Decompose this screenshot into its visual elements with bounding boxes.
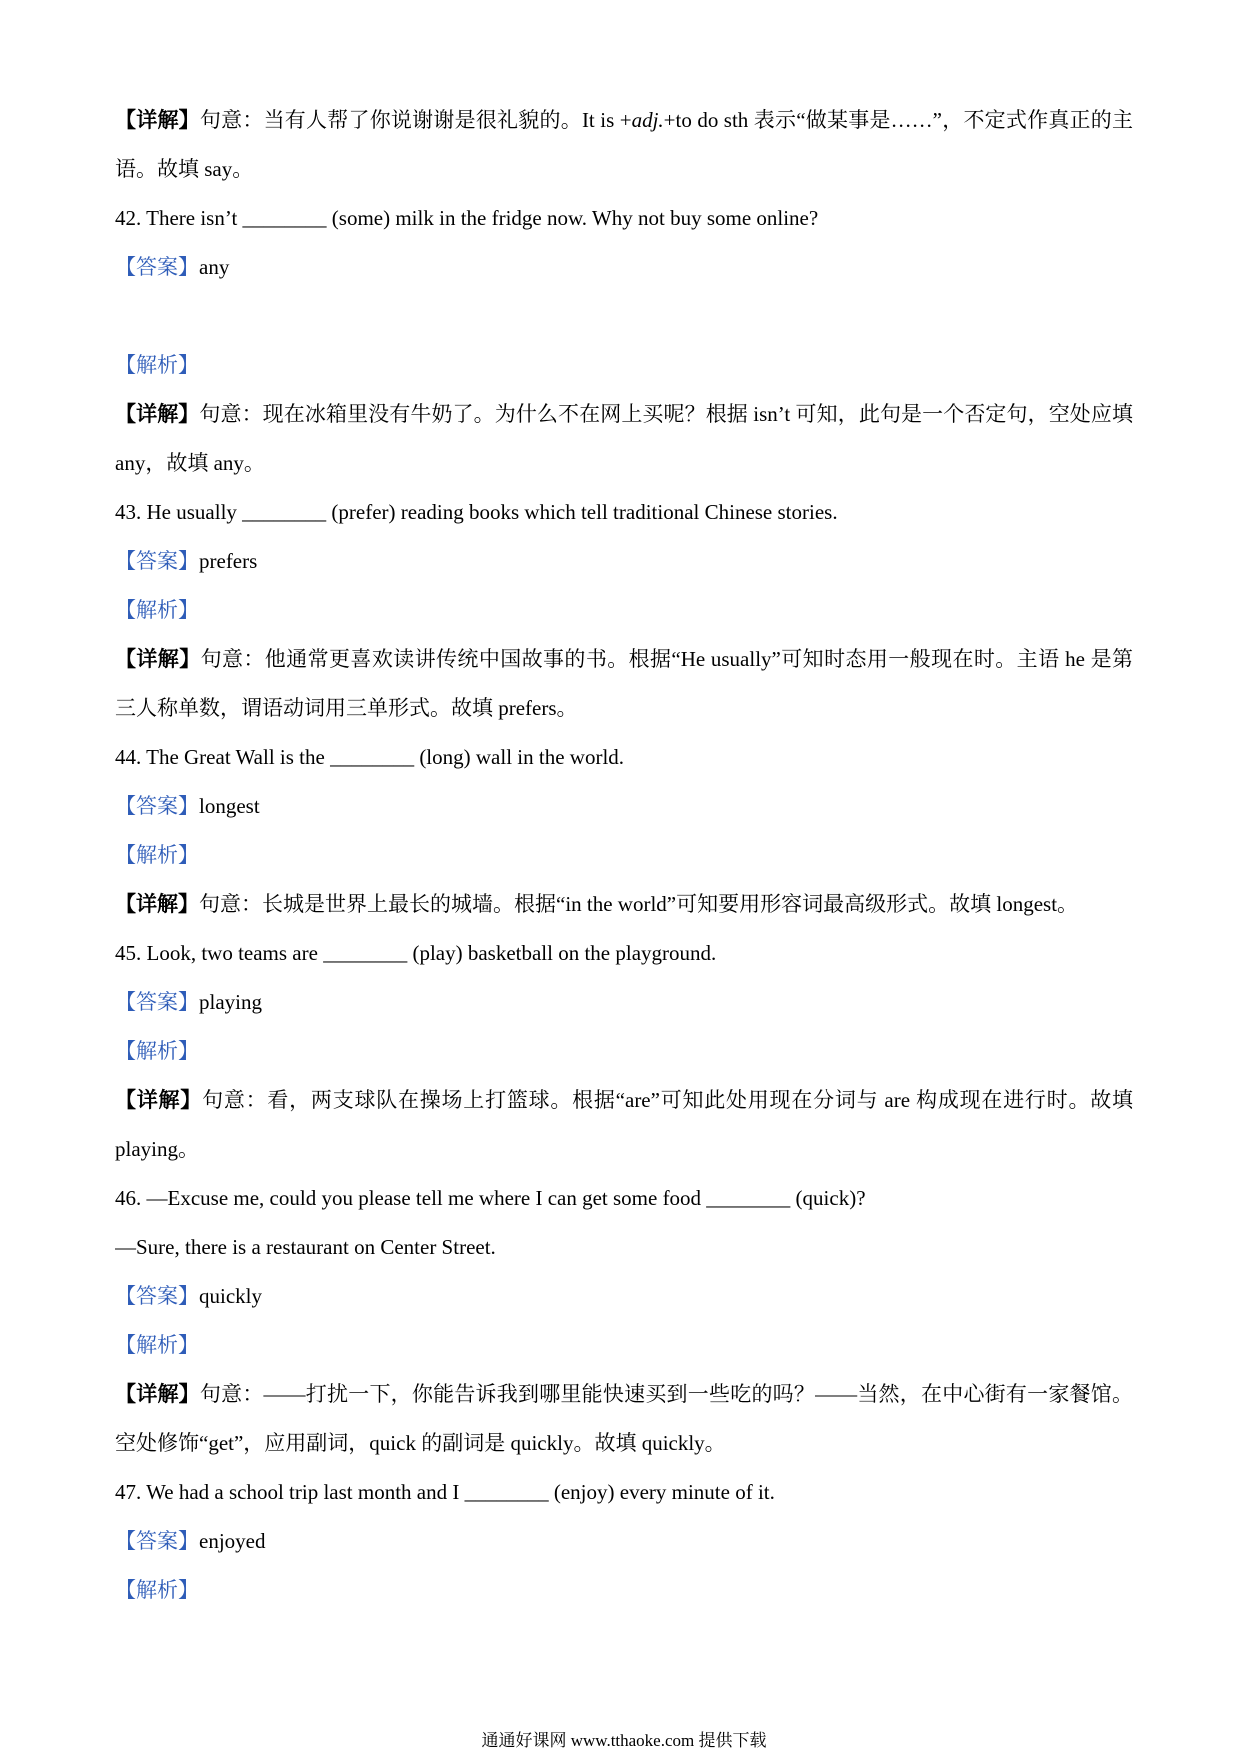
detail-label: 【详解】 bbox=[115, 1088, 203, 1112]
page-content bbox=[115, 96, 1133, 1726]
detail-label: 【详解】 bbox=[115, 647, 201, 671]
analysis-label: 【解析】 bbox=[115, 1039, 199, 1063]
question-stem bbox=[115, 194, 1133, 243]
answer-text: playing bbox=[199, 990, 262, 1014]
question-text: 42. There isn’t ________ (some) milk in the fridge now. Why not buy some online? bbox=[115, 206, 819, 230]
answer-label: 【答案】 bbox=[115, 794, 199, 818]
question-text: 46. —Excuse me, could you please tell me where I can get some food ________ (quick)? bbox=[115, 1186, 866, 1210]
answer-line bbox=[115, 537, 1133, 586]
answer-line bbox=[115, 782, 1133, 831]
answer-label: 【答案】 bbox=[115, 1284, 199, 1308]
analysis-label: 【解析】 bbox=[115, 1578, 199, 1602]
answer-text: quickly bbox=[199, 1284, 262, 1308]
analysis-label: 【解析】 bbox=[115, 843, 199, 867]
answer-line bbox=[115, 978, 1133, 1027]
detail-text: 句意：当有人帮了你说谢谢是很礼貌的。It is + bbox=[199, 108, 632, 132]
analysis-label: 【解析】 bbox=[115, 353, 199, 377]
footer-text: 通通好课网 www.tthaoke.com 提供下载 bbox=[481, 1731, 767, 1750]
page-footer bbox=[0, 1731, 1240, 1751]
detail-text: 句意：看，两支球队在操场上打篮球。根据“are”可知此处用现在分词与 are 构成现在进行时。故填 playing。 bbox=[115, 1088, 1133, 1161]
detail-paragraph bbox=[115, 390, 1133, 488]
detail-text: 句意：长城是世界上最长的城墙。根据“in the world”可知要用形容词最高级形式。故填 longest。 bbox=[199, 892, 1079, 916]
detail-label: 【详解】 bbox=[115, 1382, 200, 1406]
detail-label: 【详解】 bbox=[115, 402, 200, 426]
detail-paragraph bbox=[115, 96, 1133, 194]
answer-line bbox=[115, 1272, 1133, 1321]
detail-label: 【详解】 bbox=[115, 108, 200, 132]
question-text: 43. He usually ________ (prefer) reading books which tell traditional Chinese stories. bbox=[115, 500, 838, 524]
detail-paragraph bbox=[115, 880, 1133, 929]
detail-text: 句意：现在冰箱里没有牛奶了。为什么不在网上买呢？根据 isn’t 可知，此句是一个否定句，空处应填 any，故填 any。 bbox=[115, 402, 1133, 475]
question-stem-reply bbox=[115, 1223, 1133, 1272]
blank-line bbox=[115, 292, 1133, 341]
detail-text: +to do sth 表示“做某事是……”，不定式作真正的主语。故填 say。 bbox=[115, 108, 1133, 181]
question-stem bbox=[115, 733, 1133, 782]
detail-text: 句意：——打扰一下，你能告诉我到哪里能快速买到一些吃的吗？——当然，在中心街有一家餐馆。空处修饰“get”，应用副词，quick 的副词是 quickly。故填 quickly。 bbox=[115, 1382, 1133, 1455]
analysis-line bbox=[115, 1321, 1133, 1370]
analysis-line bbox=[115, 586, 1133, 635]
answer-line bbox=[115, 243, 1133, 292]
detail-paragraph bbox=[115, 1076, 1133, 1174]
analysis-label: 【解析】 bbox=[115, 1333, 199, 1357]
answer-text: any bbox=[199, 255, 230, 279]
detail-text: 句意：他通常更喜欢读讲传统中国故事的书。根据“He usually”可知时态用一般现在时。主语 he 是第三人称单数，谓语动词用三单形式。故填 prefers。 bbox=[115, 647, 1133, 720]
question-stem bbox=[115, 929, 1133, 978]
detail-paragraph bbox=[115, 1370, 1133, 1468]
analysis-line bbox=[115, 1027, 1133, 1076]
question-stem bbox=[115, 488, 1133, 537]
detail-paragraph bbox=[115, 635, 1133, 733]
analysis-line bbox=[115, 341, 1133, 390]
analysis-label: 【解析】 bbox=[115, 598, 199, 622]
answer-line bbox=[115, 1517, 1133, 1566]
answer-text: prefers bbox=[199, 549, 258, 573]
question-text: 47. We had a school trip last month and I ________ (enjoy) every minute of it. bbox=[115, 1480, 775, 1504]
question-text: —Sure, there is a restaurant on Center Street. bbox=[115, 1235, 496, 1259]
answer-text: longest bbox=[199, 794, 260, 818]
analysis-line bbox=[115, 831, 1133, 880]
analysis-line bbox=[115, 1566, 1133, 1615]
detail-label: 【详解】 bbox=[115, 892, 199, 916]
question-text: 45. Look, two teams are ________ (play) basketball on the playground. bbox=[115, 941, 717, 965]
answer-label: 【答案】 bbox=[115, 990, 199, 1014]
question-stem bbox=[115, 1174, 1133, 1223]
answer-label: 【答案】 bbox=[115, 549, 199, 573]
answer-label: 【答案】 bbox=[115, 255, 199, 279]
answer-text: enjoyed bbox=[199, 1529, 266, 1553]
question-text: 44. The Great Wall is the ________ (long) wall in the world. bbox=[115, 745, 625, 769]
question-stem bbox=[115, 1468, 1133, 1517]
answer-label: 【答案】 bbox=[115, 1529, 199, 1553]
detail-text-italic: adj. bbox=[631, 108, 664, 132]
